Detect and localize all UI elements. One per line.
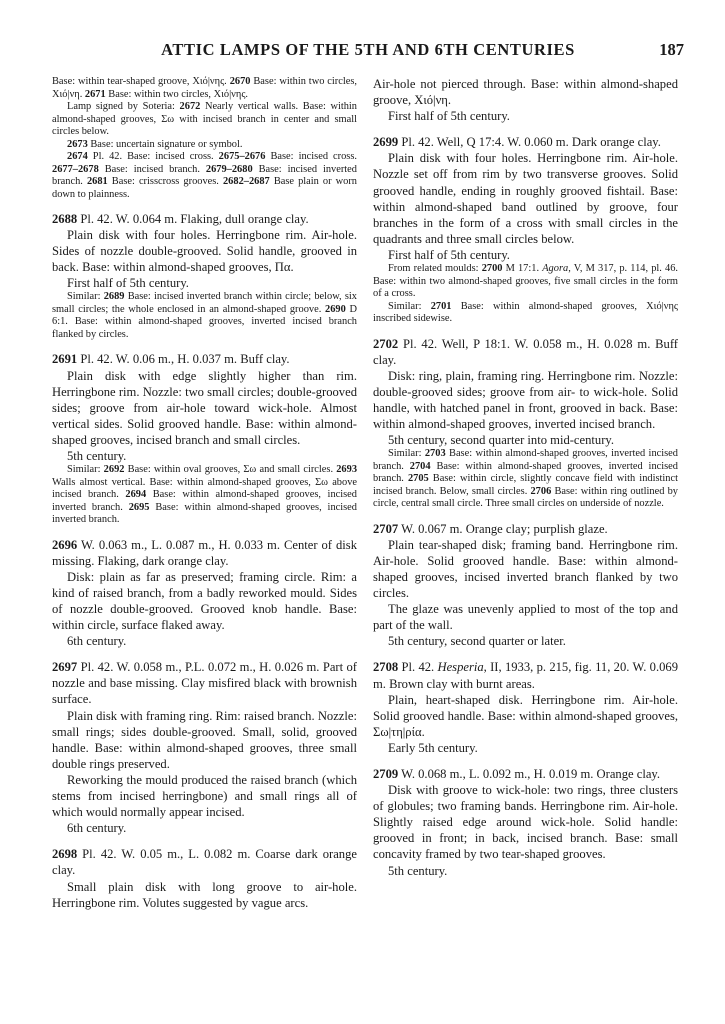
text-run: Plain tear-shaped disk; framing band. Herringbone rim. Air-hole. Solid grooved handle. Base: within almond-shaped grooves, incised inverted branch flanked by two circles. — [373, 537, 678, 601]
entry-paragraph — [52, 368, 357, 448]
text-run: M 17:1. — [502, 263, 543, 275]
catalog-entry-2702 — [373, 336, 678, 511]
text-run: Base: within oval grooves, Σω and small circles. — [124, 464, 337, 476]
text-run: W. 0.067 m. Orange clay; purplish glaze. — [398, 521, 608, 536]
text-run: Base: uncertain signature or symbol. — [87, 138, 243, 150]
text-run: Base: within almond-shaped grooves, inverted incised branch. — [373, 460, 678, 485]
text-run: Similar: — [67, 291, 104, 303]
note-paragraph — [52, 291, 357, 341]
text-run: First half of 5th century. — [388, 247, 510, 262]
catalog-number: 2693 — [336, 464, 358, 476]
catalog-number: 2690 — [325, 303, 346, 315]
text-run: 6th century. — [67, 821, 127, 836]
catalog-number: 2697 — [52, 660, 78, 675]
catalog-number: 2701 — [430, 300, 452, 312]
catalog-number: 2681 — [86, 176, 108, 187]
text-run: Base: within almond-shaped grooves, inverted incised branch. — [373, 448, 678, 472]
catalog-number: 2689 — [103, 291, 125, 303]
note-paragraph — [52, 151, 357, 201]
catalog-number: 2677–2678 — [52, 163, 99, 175]
text-run: Similar: — [67, 464, 104, 476]
entry-paragraph — [373, 432, 678, 448]
catalog-number: 2679–2680 — [205, 163, 253, 175]
text-run: Lamp signed by Soteria: — [67, 101, 180, 112]
catalog-entry-2691 — [52, 351, 357, 526]
entry-paragraph — [373, 537, 678, 601]
catalog-number: 2670 — [229, 76, 251, 87]
entry-paragraph — [52, 879, 357, 911]
entry-paragraph — [373, 368, 678, 432]
catalog-number: 2691 — [52, 352, 78, 367]
text-run: , V, M 317, p. 114, pl. 46. Base: within two almond-shaped grooves, five small circles in the form of a cross. — [373, 263, 679, 300]
entry-paragraph — [373, 692, 678, 740]
text-run: Base: within ring outlined by circle, central small circle. Three small circles on underside of nozzle. — [373, 485, 678, 510]
entry-paragraph — [373, 863, 678, 879]
catalog-number: 2695 — [128, 501, 150, 513]
entry-paragraph — [373, 740, 678, 756]
catalog-entry-2698 — [52, 846, 357, 910]
entry-paragraph — [373, 601, 678, 633]
entry-paragraph — [373, 336, 678, 368]
entry-paragraph — [52, 537, 357, 569]
text-run: Base: crisscross grooves. — [107, 176, 223, 187]
text-run: 5th century. — [67, 449, 127, 464]
text-run: Base: incised inverted branch within circle; below, six small circles; the whole enclosed in an almond-shaped groove. — [52, 291, 357, 315]
text-run: Similar: — [388, 448, 425, 460]
note-paragraph — [373, 448, 678, 511]
catalog-number: 2688 — [52, 212, 78, 226]
entry-paragraph — [52, 708, 357, 772]
catalog-number: 2694 — [125, 489, 147, 501]
text-run: Base: within two circles, Χιό|νης. — [105, 88, 249, 100]
catalog-number: 2673 — [67, 138, 88, 150]
entry-paragraph — [52, 569, 357, 633]
entry-paragraph — [52, 820, 357, 836]
entry-paragraph — [373, 247, 678, 263]
text-run: From related moulds: — [388, 263, 482, 275]
catalog-number: 2672 — [179, 101, 201, 112]
catalog-number: 2699 — [373, 135, 399, 150]
text-run: Pl. 42. Well, P 18:1. W. 0.058 m., H. 0.028 m. Buff clay. — [373, 336, 678, 367]
text-run: W. 0.068 m., L. 0.092 m., H. 0.019 m. Orange clay. — [398, 767, 661, 781]
text-run: Disk with groove to wick-hole: two rings, three clusters of globules; two framing bands. Herringbone rim. Air-hole. Slightly raised edge around wick-hole. Solid handle: grooved in front; in back, incised branch. Base: small concavity framed by two tear-shaped grooves. — [373, 783, 678, 862]
text-run: 5th century, second quarter or later. — [388, 634, 566, 649]
catalog-number: 2709 — [373, 767, 399, 781]
text-run: Disk: ring, plain, framing ring. Herringbone rim. Nozzle: double-grooved sides; groove from air- to wick-hole. Solid handle, with hatched panel in front, grooved in back. Base: within almond-shaped grooves, inverted incised branch. — [373, 368, 678, 431]
entry-paragraph — [373, 766, 678, 782]
text-run: Pl. 42. — [398, 660, 438, 675]
catalog-number: 2708 — [373, 660, 399, 675]
catalog-number: 2674 — [67, 151, 88, 162]
catalog-number: 2700 — [481, 263, 503, 275]
entry-paragraph — [52, 351, 357, 367]
catalog-number: 2705 — [407, 473, 429, 485]
catalog-entry-2707 — [373, 521, 678, 650]
entry-paragraph — [52, 659, 357, 707]
note-paragraph — [52, 101, 357, 139]
text-run: 5th century. — [388, 863, 448, 878]
entry-paragraph — [52, 772, 357, 820]
entry-paragraph — [52, 211, 357, 227]
entry-paragraph — [373, 633, 678, 649]
catalog-entry-2688 — [52, 211, 357, 341]
note-paragraph — [52, 139, 357, 152]
text-run: Base: incised inverted branch. — [52, 163, 357, 187]
text-run: First half of 5th century. — [67, 276, 189, 291]
entry-paragraph — [52, 633, 357, 649]
text-run: Similar: — [388, 300, 431, 312]
text-run: Base: within tear-shaped groove, Χιό|νης. — [52, 76, 230, 87]
catalog-number: 2702 — [373, 336, 399, 351]
text-run: Air-hole not pierced through. Base: within almond-shaped groove, Χιό|νη. — [373, 77, 678, 108]
catalog-entry-l0 — [52, 76, 357, 201]
text-run: Base: within almond-shaped grooves, Χιό|νης inscribed sidewise. — [373, 300, 678, 325]
catalog-number: 2704 — [409, 460, 431, 472]
catalog-entry-2708 — [373, 659, 678, 756]
text-run: Reworking the mould produced the raised branch (which stems from incised herringbone) and small rings all of which would normally appear incised. — [52, 772, 357, 820]
entry-paragraph — [52, 275, 357, 291]
catalog-number: 2707 — [373, 521, 399, 536]
text-run: Pl. 42. W. 0.058 m., P.L. 0.072 m., H. 0.026 m. Part of nozzle and base missing. Clay misfired black with brownish surface. — [52, 660, 357, 707]
italic-reference: Hesperia — [437, 660, 484, 675]
text-run: The glaze was unevenly applied to most of the top and part of the wall. — [373, 602, 678, 633]
text-run: Pl. 42. W. 0.06 m., H. 0.037 m. Buff clay. — [77, 352, 290, 367]
text-run: Plain disk with four holes. Herringbone rim. Air-hole. Sides of nozzle double-grooved. Solid handle, grooved in back. Base: within almond-shaped grooves, Πα. — [52, 228, 357, 275]
text-run: 5th century, second quarter into mid-century. — [388, 433, 615, 448]
text-run: , II, 1933, p. 215, fig. 11, 20. W. 0.069 m. Brown clay with burnt areas. — [373, 660, 678, 691]
entry-paragraph — [373, 150, 678, 247]
text-run: D 6:1. Base: within almond-shaped grooves, inverted incised branch flanked by circles. — [52, 303, 357, 340]
right-column — [373, 76, 678, 889]
left-column — [52, 76, 357, 921]
catalog-entry-2699 — [373, 134, 678, 325]
text-run: Base: within circle, slightly concave field with indistinct incised branch. Below, small circles. — [373, 473, 678, 497]
catalog-number: 2692 — [103, 464, 125, 476]
text-run: Walls almost vertical. Base: within almond-shaped grooves, Σω above incised branch. — [52, 476, 357, 501]
catalog-entry-2709 — [373, 766, 678, 879]
running-title: ATTIC LAMPS OF THE 5TH AND 6TH CENTURIES — [161, 40, 575, 59]
text-run: Base: incised cross. — [265, 151, 357, 162]
catalog-number: 2675–2676 — [218, 151, 266, 162]
text-run: Early 5th century. — [388, 740, 478, 755]
text-run: Pl. 42. Well, Q 17:4. W. 0.060 m. Dark orange clay. — [398, 135, 661, 150]
text-run: Base plain or worn down to plainness. — [52, 176, 358, 200]
italic-reference: Agora — [542, 263, 569, 275]
note-paragraph — [52, 76, 357, 101]
text-run: Base: incised branch. — [98, 163, 206, 175]
entry-paragraph — [52, 227, 357, 275]
entry-paragraph — [373, 108, 678, 124]
text-run: 6th century. — [67, 634, 127, 649]
catalog-number: 2671 — [84, 88, 106, 100]
entry-paragraph — [373, 782, 678, 862]
note-paragraph — [373, 263, 678, 301]
text-run: First half of 5th century. — [388, 109, 510, 124]
text-run: Disk: plain as far as preserved; framing circle. Rim: a kind of raised branch, from a badly reworked mould. Sides of nozzle double-grooved. Grooved knob handle. Base: within circle, surface flaked away. — [52, 569, 357, 633]
text-run: Base: within almond-shaped grooves, incised inverted branch. — [52, 501, 357, 526]
text-run: Plain disk with four holes. Herringbone rim. Air-hole. Nozzle set off from rim by two transverse grooves. Solid grooved handle, ending in roughly grooved fishtail. Base: within almond-shaped band outlined by groove, four branches in the form of a cross with small circles in the quadrants and three small circles below. — [373, 151, 678, 246]
catalog-entry-r0 — [373, 76, 678, 124]
entry-paragraph — [373, 76, 678, 108]
text-run: W. 0.063 m., L. 0.087 m., H. 0.033 m. Center of disk missing. Flaking, dark orange clay. — [52, 537, 357, 568]
page-header — [52, 40, 684, 66]
page-number: 187 — [659, 40, 684, 59]
text-run: Plain disk with framing ring. Rim: raised branch. Nozzle: small rings; sides double-grooved. Small, solid, grooved handle. Base: within almond-shaped grooves, three small double rings preserved. — [52, 708, 357, 771]
text-run: Plain disk with edge slightly higher than rim. Herringbone rim. Nozzle: two small circles; double-grooved sides; groove from air-hole toward wick-hole. Almost vertical sides. Solid grooved handle. Base: within almond-shaped grooves, incised branch and small circles. — [52, 368, 357, 447]
text-run: Pl. 42. W. 0.05 m., L. 0.082 m. Coarse dark orange clay. — [52, 847, 357, 878]
note-paragraph — [373, 301, 678, 326]
entry-paragraph — [52, 846, 357, 878]
text-run: Plain, heart-shaped disk. Herringbone rim. Air-hole. Solid grooved handle. Base: within almond-shaped grooves, Σω|τη|ρία. — [373, 692, 678, 739]
catalog-number: 2682–2687 — [222, 176, 270, 187]
catalog-number: 2703 — [424, 448, 446, 460]
catalog-number: 2698 — [52, 847, 78, 862]
catalog-entry-2696 — [52, 537, 357, 650]
entry-paragraph — [52, 448, 357, 464]
entry-paragraph — [373, 134, 678, 150]
text-run: Pl. 42. W. 0.064 m. Flaking, dull orange clay. — [77, 212, 309, 226]
entry-paragraph — [373, 659, 678, 691]
text-run: Base: within two circles, Χιό|νη. — [52, 76, 357, 100]
entry-paragraph — [373, 521, 678, 537]
text-run: Base: within almond-shaped grooves, incised inverted branch. — [52, 489, 357, 513]
note-paragraph — [52, 464, 357, 527]
text-run: Small plain disk with long groove to air-hole. Herringbone rim. Volutes suggested by vague arcs. — [52, 879, 357, 910]
catalog-entry-2697 — [52, 659, 357, 836]
text-run: Nearly vertical walls. Base: within almond-shaped grooves, Σω with incised branch in center and small circles below. — [52, 101, 357, 137]
text-run: Pl. 42. Base: incised cross. — [87, 151, 219, 162]
catalog-number: 2706 — [530, 485, 552, 497]
catalog-number: 2696 — [52, 537, 78, 552]
